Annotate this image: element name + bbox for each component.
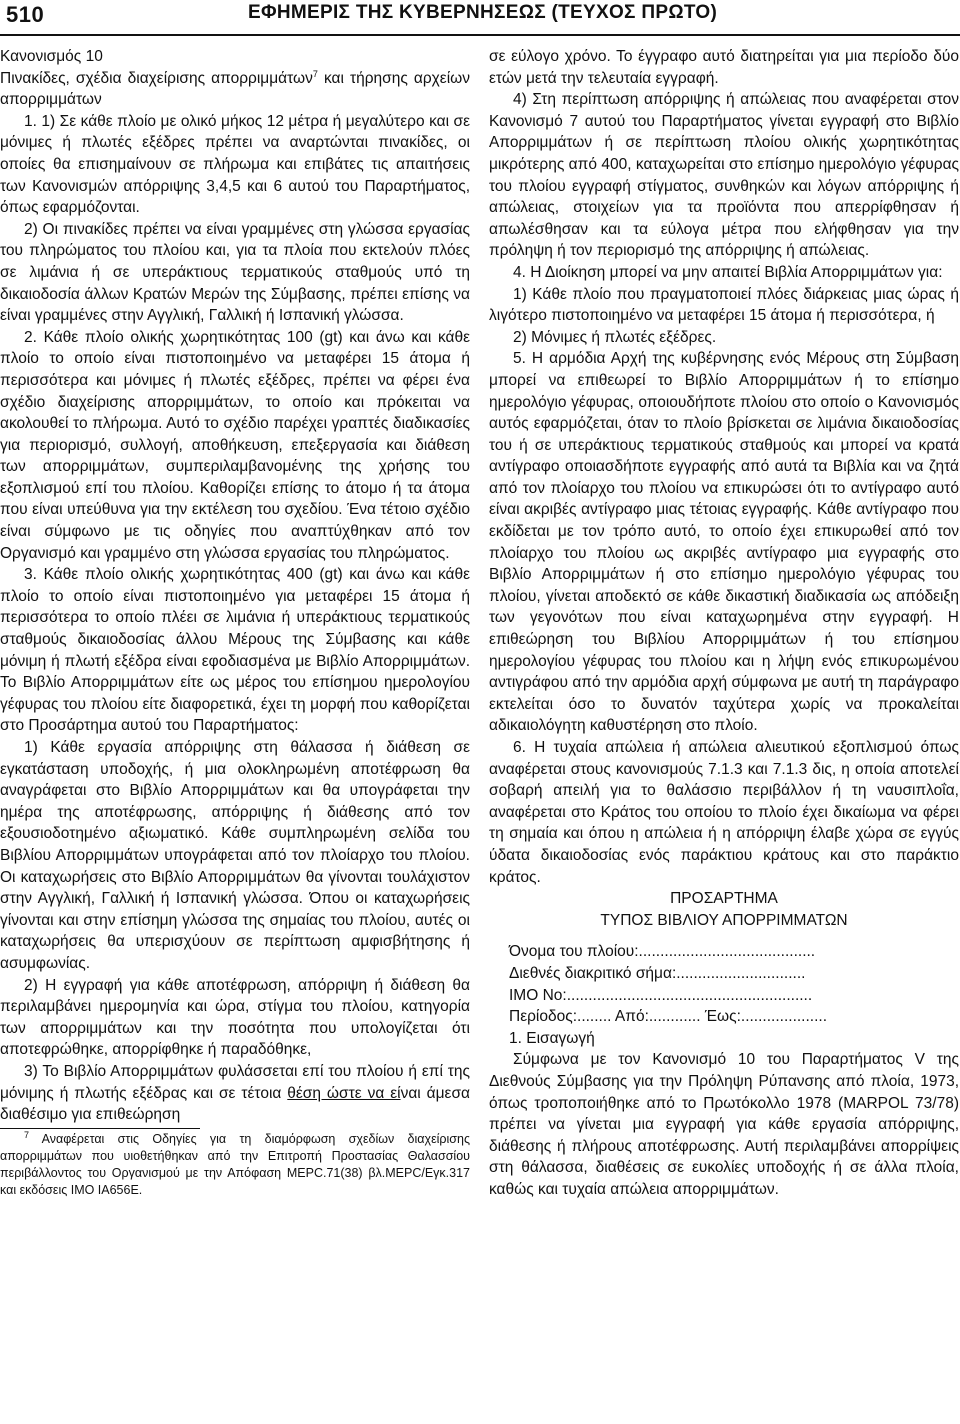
appendix-subtitle: ΤΥΠΟΣ ΒΙΒΛΙΟΥ ΑΠΟΡΡΙΜΜΑΤΩΝ	[600, 911, 848, 929]
journal-title: ΕΦΗΜΕΡΙΣ ΤΗΣ ΚΥΒΕΡΝΗΣΕΩΣ (ΤΕΥΧΟΣ ΠΡΩΤΟ)	[248, 2, 718, 23]
paragraph: 2) Μόνιμες ή πλωτές εξέδρες.	[513, 328, 717, 346]
rule-subtitle-text: Πινακίδες, σχέδια διαχείρισης απορριμμάτων	[0, 69, 313, 87]
paragraph: 1. 1) Σε κάθε πλοίο με ολικό μήκος 12 μέτρα ή μεγαλύτερο και σε μόνιμες ή πλωτές εξέδρες πρέπει να αναρτώνται πινακίδες, οι οποίες θα επισημαίνουν σε πλήρωμα και επιβάτες τις απαιτήσεις των Κανονισμών απόρριψης 3,4,5 και 6 αυτού του Παραρτήματος, όπως εφαρμόζονται.	[0, 112, 470, 217]
field-period: Περίοδος:........ Από:............ Έως:....................	[509, 1008, 828, 1026]
paragraph: 1) Κάθε εργασία απόρριψης στη θάλασσα ή διάθεση σε εγκατάσταση υποδοχής, ή μια ολοκληρωμένη αποτέφρωση θα αναγράφεται στο Βιβλίο Απορριμμάτων και θα υπογράφεται την ημέρα της αποτέφρωσης, απόρριψης ή διάθεσης από τον εξουσιοδοτημένο αξιωματικό. Κάθε συμπληρωμένη σελίδα του Βιβλίου Απορριμμάτων υπογράφεται από τον πλοίαρχο του πλοίου. Οι καταχωρήσεις στο Βιβλίο Απορριμμάτων θα γίνονται τουλάχιστον στην Αγγλική, Γαλλική ή Ισπανική γλώσσα. Όπου οι καταχωρήσεις γίνονται και στην επίσημη γλώσσα της σημαίας του πλοίου, αυτές οι καταχωρήσεις θα υπερισχύουν σε περίπτωση αμφισβήτησης ή ασυμφωνίας.	[0, 739, 470, 972]
field-call-sign: Διεθνές διακριτικό σήμα:..............................	[509, 964, 806, 982]
footnote	[0, 1131, 470, 1199]
paragraph	[0, 1061, 470, 1126]
paragraph: 2. Κάθε πλοίο ολικής χωρητικότητας 100 (gt) και άνω και κάθε πλοίο το οποίο είναι πιστοποιημένο να μεταφέρει 15 άτομα ή περισσότερα και μόνιμες ή πλωτές εξέδρες, πρέπει να φέρει ένα σχέδιο διαχείρισης απορριμμάτων, το οποίο και πρόκειται να ακολουθεί το πλήρωμα. Αυτό το σχέδιο παρέχει γραπτές διαδικασίες για περιορισμό, συλλογή, αποθήκευση, επεξεργασία και διάθεση των απορριμμάτων, συμπεριλαμβανομένης της χρήσης του εξοπλισμού επί του πλοίου. Καθορίζει επίσης το άτομο ή τα άτομα που είναι υπεύθυνα για την εκτέλεση του σχεδίου. Ένα τέτοιο σχέδιο είναι σύμφωνο με τις οδηγίες που αναπτύχθηκαν από τον Οργανισμό και γραμμένο στη γλώσσα εργασίας του πληρώματος.	[0, 328, 470, 562]
paragraph: 3. Κάθε πλοίο ολικής χωρητικότητας 400 (gt) και άνω και κάθε πλοίο το οποίο είναι πιστοποιημένο για μεταφέρει 15 άτομα ή περισσότερα το οποίο πλέει σε λιμάνια ή υπεράκτιους τερματικούς σταθμούς δικαιοδοσίας άλλου Μέρους της Σύμβασης και κάθε μόνιμη ή πλωτή εξέδρα είναι εφοδιασμένα με Βιβλίο Απορριμμάτων. Το Βιβλίο Απορριμμάτων είτε ως μέρος του επίσημου ημερολογίου γέφυρας του πλοίου είτε διαφορετικά, έχει τη μορφή που καθορίζεται στο Προσάρτημα αυτού του Παραρτήματος:	[0, 566, 470, 735]
footnote-text: Αναφέρεται στις Οδηγίες για τη διαμόρφωση σχεδίων διαχείρισης απορριμμάτων που υιοθετήθηκαν από την Επιτροπή Προστασίας Θαλασσίου περιβάλλοντος του Οργανισμού με την Απόφαση ΜΕPC.71(38) βλ.MEPC/Εγκ.317 και εκδόσεις ΙΜΟ ΙΑ656Ε.	[0, 1131, 470, 1197]
paragraph: 2) Η εγγραφή για κάθε αποτέφρωση, απόρριψη ή διάθεση θα περιλαμβάνει ημερομηνία και ώρα, στίγμα του πλοίου, κατηγορία των απορριμμάτων και την ποσότητα που υπολογίζεται ότι αποτεφρώθηκε, απορρίφθηκε ή παραδόθηκε,	[0, 976, 470, 1059]
paragraph: σε εύλογο χρόνο. Το έγγραφο αυτό διατηρείται για μια περίοδο δύο ετών μετά την τελευταία εγγραφή.	[489, 48, 959, 87]
footnote-rule	[0, 1128, 200, 1129]
field-imo: ΙΜΟ Νο:.........................................................	[509, 986, 813, 1004]
paragraph-text-end: ναι άμεσα διαθέσιμο για επιθεώρηση	[0, 1084, 470, 1124]
appendix-title: ΠΡΟΣΑΡΤΗΜΑ	[670, 890, 778, 908]
paragraph: 6. Η τυχαία απώλεια ή απώλεια αλιευτικού εξοπλισμού όπως αναφέρεται στους κανονισμούς 7.1.3 και 7.1.3 δις, η οποία αποτελεί σοβαρή απειλή για το θαλάσσιο περιβάλλον ή τη ναυσιπλοΐα, αναφέρεται στο Κράτος του οποίου το πλοίο έχει δικαίωμα να φέρει τη σημαία και όπου η απώλεια ή η απόρριψη έλαβε χώρα σε εγγύς ύδατα δικαιοδοσίας ενός παράκτιου κράτους και στο παράκτιο κράτος.	[489, 739, 959, 886]
rule-subtitle	[0, 68, 470, 111]
rule-title: Κανονισμός 10	[0, 48, 103, 65]
paragraph: 1) Κάθε πλοίο που πραγματοποιεί πλόες διάρκειας μιας ώρας ή λιγότερο πιστοποιημένο να μεταφέρει 15 άτομα ή περισσότερα, ή	[489, 285, 959, 325]
header-rule	[0, 34, 960, 36]
paragraph-text: 3) Το Βιβλίο Απορριμμάτων φυλάσσεται επί του πλοίου ή επί της μόνιμης ή πλωτής εξέδρας και σε τέτοια	[0, 1062, 470, 1102]
footnote-ref: 7	[312, 68, 318, 79]
paragraph: 4. Η Διοίκηση μπορεί να μην απαιτεί Βιβλία Απορριμμάτων για:	[513, 263, 943, 281]
section-heading: 1. Εισαγωγή	[509, 1029, 595, 1047]
page-number: 510	[6, 2, 45, 27]
paragraph: Σύμφωνα με τον Κανονισμό 10 του Παραρτήματος V της Διεθνούς Σύμβασης για την Πρόληψη Ρύπανσης από πλοία, 1973, όπως τροποποιήθηκε από το Πρωτόκολλο 1978 (MARPOL 73/78) πρέπει να γίνεται μια εγγραφή για κάθε εργασία απόρριψης, διάθεσης ή πλήρους αποτέφρωσης. Αυτή περιλαμβάνει απορρίψεις στη θάλασσα, διαθέσεις σε ευκολίες υποδοχής ή σε άλλα πλοία, καθώς και τυχαία απώλεια απορριμμάτων.	[489, 1051, 959, 1198]
underlined-text: θέση ώστε να εί	[287, 1084, 401, 1102]
field-ship-name: Όνομα του πλοίου:.........................................	[509, 943, 816, 961]
page-header	[0, 0, 960, 40]
paragraph: 5. Η αρμόδια Αρχή της κυβέρνησης ενός Μέρους στη Σύμβαση μπορεί να επιθεωρεί το Βιβλίο Απορριμμάτων ή το επίσημο ημερολόγιο γέφυρας, οποιουδήποτε πλοίου στο οποίο ο Κανονισμός αυτός εφαρμόζεται, όταν το πλοίο βρίσκεται σε λιμάνια δικαιοδοσίας του ή σε υπεράκτιους τερματικούς σταθμούς και μπορεί να κρατά αντίγραφο οποιασδήποτε εγγραφής από αυτά τα Βιβλία και να ζητά από τον πλοίαρχο του πλοίου να επικυρώσει ότι το αντίγραφο αυτό είναι ακριβές αντίγραφο μιας τέτοιας εγγραφής. Κάθε αντίγραφο που εκδίδεται με τον τρόπο αυτό, το οποίο έχει επικυρωθεί από τον πλοίαρχο του πλοίου ως ακριβές αντίγραφο μια εγγραφής στο Βιβλίο Απορριμμάτων ή στο επίσημο ημερολόγιο γέφυρας του πλοίου, γίνεται αποδεκτό σε κάθε δικαστική διαδικασία ως απόδειξη των γεγονότων που είναι καταχωρημένα στην εγγραφή. Η επιθεώρηση του Βιβλίου Απορριμμάτων ή του επίσημου ημερολογίου γέφυρας του πλοίου και η λήψη ενός επικυρωμένου αντιγράφου από την αρμόδια αρχή σύμφωνα με αυτή τη παράγραφο εκτελείται όσο το δυνατόν ταχύτερα χωρίς να προκαλείται αδικαιολόγητη καθυστέρηση στο πλοίο.	[489, 350, 959, 735]
footnote-mark: 7	[24, 1129, 30, 1140]
right-column	[489, 46, 959, 1416]
paragraph: 4) Στη περίπτωση απόρριψης ή απώλειας που αναφέρεται στον Κανονισμό 7 αυτού του Παραρτήματος γίνεται εγγραφή στο Βιβλίο Απορριμμάτων ή σε περίπτωση πλοίου ολικής χωρητικότητας μικρότερης από 400, καταχωρείται στο επίσημο ημερολόγιο γέφυρας του πλοίου εγγραφή στίγματος, συνθηκών και λόγων απόρριψης ή απώλειας, στοιχείων για τα προϊόντα που απερρίφθησαν ή απωλέσθησαν και τα εύλογα μέτρα που ελήφθησαν για την πρόληψη ή τον περιορισμό της απόρριψης ή απώλειας.	[489, 91, 959, 260]
rule-subtitle-end: και τήρησης αρχείων απορριμμάτων	[0, 69, 470, 109]
paragraph: 2) Οι πινακίδες πρέπει να είναι γραμμένες στη γλώσσα εργασίας του πληρώματος του πλοίου και, για τα πλοία που εκτελούν πλόες σε λιμάνια ή σε υπεράκτιους τερματικούς σταθμούς υπό τη δικαιοδοσία άλλων Κρατών Μερών της Σύμβασης, πρέπει επίσης να είναι γραμμένες στην Αγγλική, Γαλλική ή Ισπανική γλώσσα.	[0, 220, 470, 325]
left-column	[0, 46, 470, 1416]
